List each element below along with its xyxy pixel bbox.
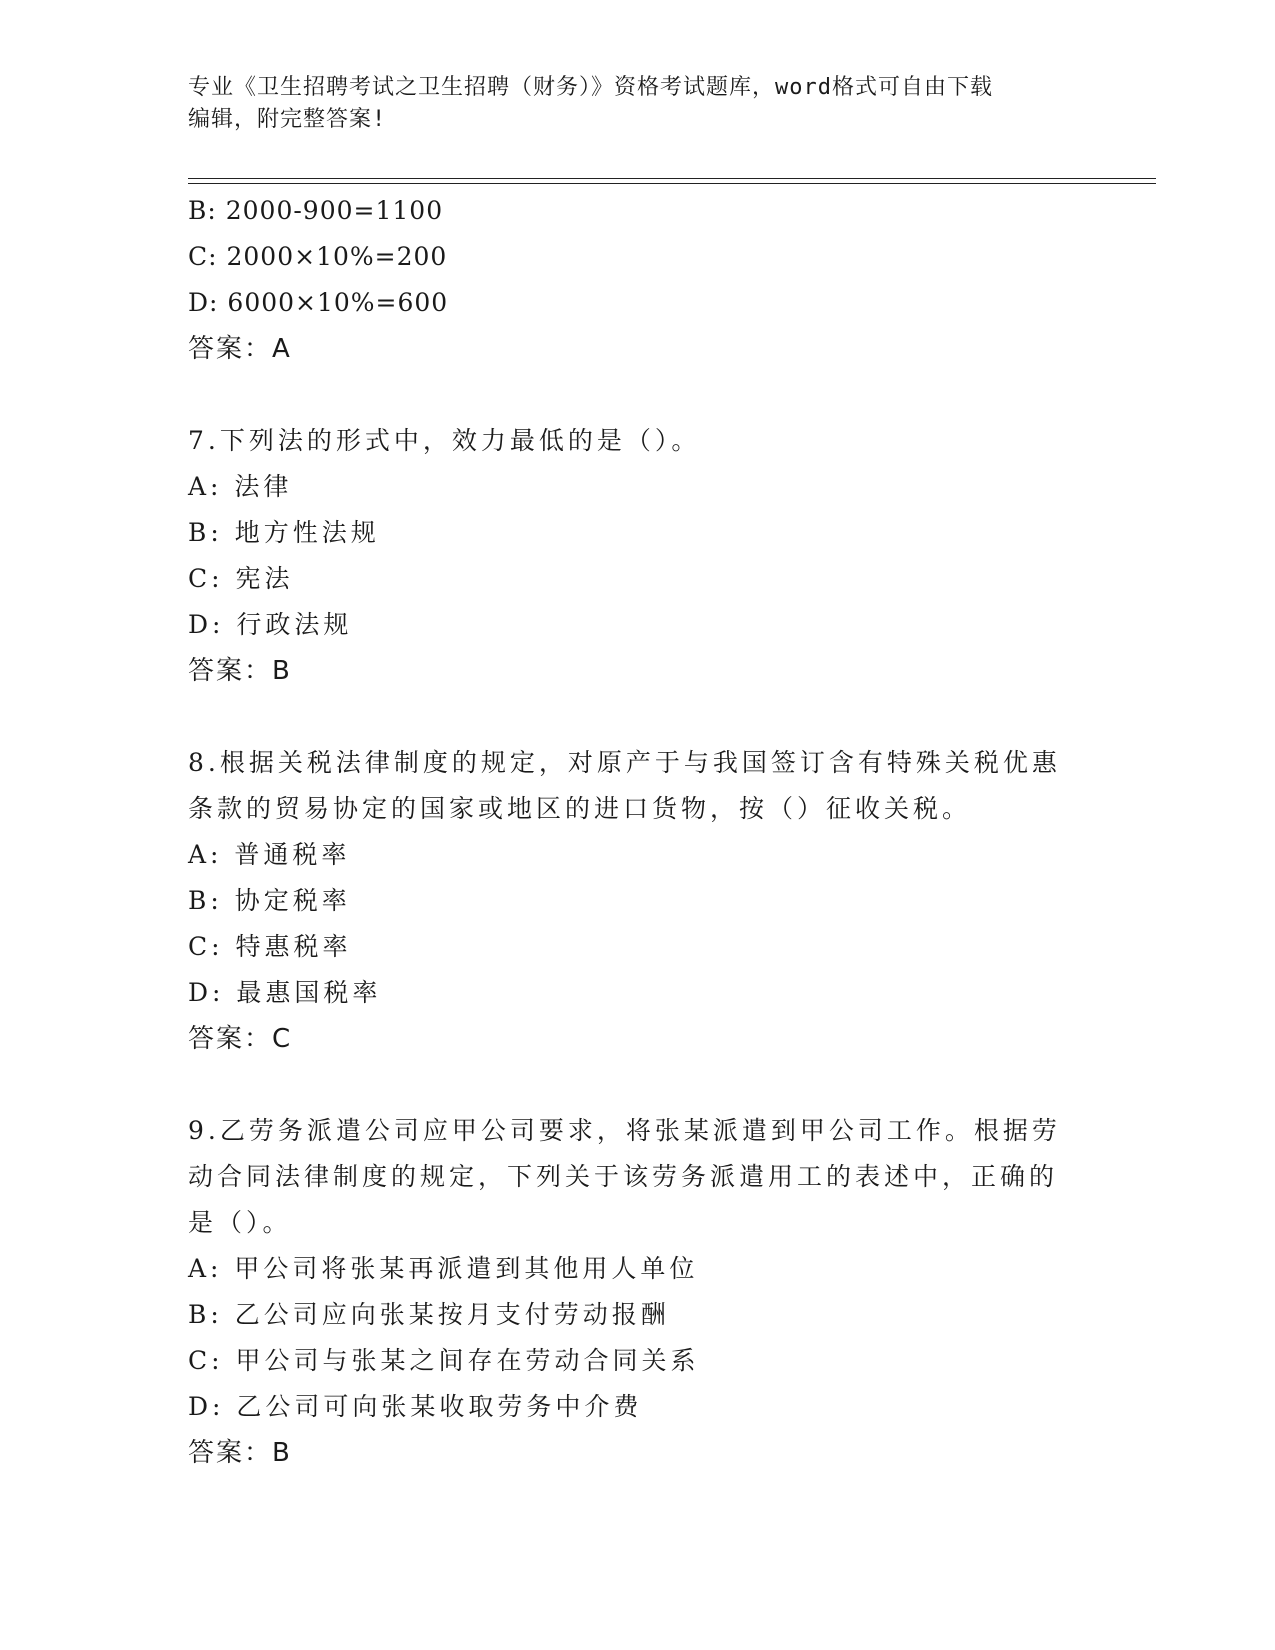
option-a: A: 甲公司将张某再派遣到其他用人单位	[188, 1254, 699, 1283]
header-divider-bottom	[188, 183, 1156, 184]
header-divider-top	[188, 178, 1156, 179]
question-list	[188, 188, 1088, 1476]
question-stem-line-3: 是（）。	[188, 1208, 292, 1237]
option-d: D: 乙公司可向张某收取劳务中介费	[188, 1392, 643, 1421]
header-line-2: 编辑，附完整答案!	[188, 107, 387, 132]
option-b: B: 协定税率	[188, 886, 351, 915]
answer-line: 答案：C	[188, 1024, 293, 1054]
question-7	[188, 418, 1088, 694]
answer-line: 答案：B	[188, 1438, 292, 1468]
option-d: D: 最惠国税率	[188, 978, 382, 1007]
question-stem-line-1: 8.根据关税法律制度的规定，对原产于与我国签订含有特殊关税优惠	[188, 748, 1061, 777]
option-a: A: 普通税率	[188, 840, 351, 869]
question-9	[188, 1108, 1088, 1476]
answer-line: 答案：A	[188, 334, 292, 364]
option-c: C: 甲公司与张某之间存在劳动合同关系	[188, 1346, 700, 1375]
question-stem-line-2: 条款的贸易协定的国家或地区的进口货物，按（）征收关税。	[188, 794, 972, 823]
option-c: C: 宪法	[188, 564, 294, 593]
option-b: B: 2000-900=1100	[188, 196, 444, 225]
question-stem-line-2: 动合同法律制度的规定，下列关于该劳务派遣用工的表述中，正确的	[188, 1162, 1059, 1191]
answer-line: 答案：B	[188, 656, 292, 686]
question-stem: 7.下列法的形式中，效力最低的是（）。	[188, 426, 701, 455]
question-6	[188, 188, 1088, 372]
document-header	[188, 72, 1088, 136]
question-stem-line-1: 9.乙劳务派遣公司应甲公司要求，将张某派遣到甲公司工作。根据劳	[188, 1116, 1061, 1145]
option-c: C: 特惠税率	[188, 932, 352, 961]
question-8	[188, 740, 1088, 1062]
option-c: C: 2000×10%=200	[188, 242, 448, 271]
option-d: D: 行政法规	[188, 610, 353, 639]
option-b: B: 地方性法规	[188, 518, 380, 547]
option-b: B: 乙公司应向张某按月支付劳动报酬	[188, 1300, 670, 1329]
option-a: A: 法律	[188, 472, 293, 501]
header-line-1: 专业《卫生招聘考试之卫生招聘（财务）》资格考试题库，word格式可自由下载	[188, 75, 993, 100]
option-d: D: 6000×10%=600	[188, 288, 449, 317]
